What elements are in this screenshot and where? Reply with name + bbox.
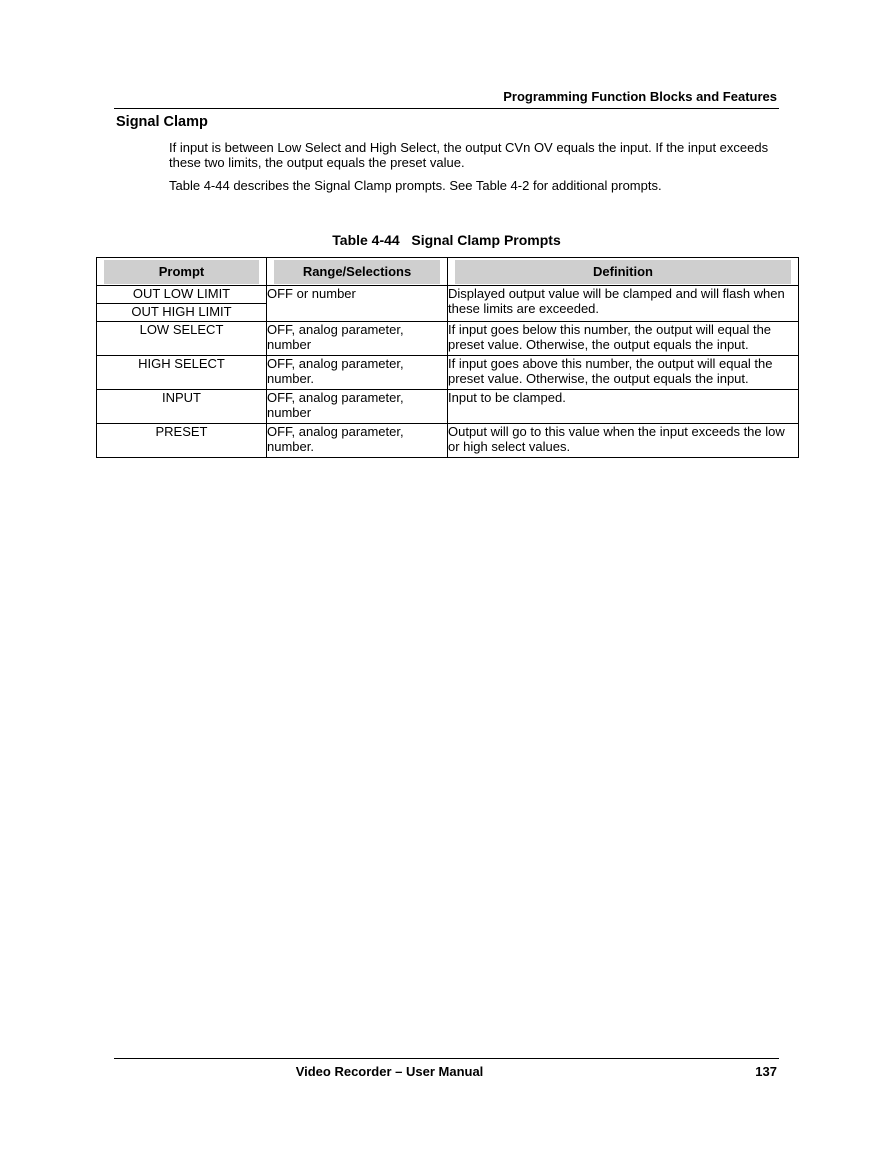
definition-cell: If input goes above this number, the output will equal the preset value. Otherwise, the output equals the input. [448, 356, 799, 390]
table-row [97, 424, 799, 458]
header-definition-label: Definition [455, 260, 791, 284]
table-reference-paragraph: Table 4-44 describes the Signal Clamp prompts. See Table 4-2 for additional prompts. [169, 178, 662, 193]
prompt-cell: OUT HIGH LIMIT [97, 304, 267, 322]
table-row [97, 356, 799, 390]
prompt-cell: LOW SELECT [97, 322, 267, 356]
header-cell-definition [448, 258, 799, 286]
header-cell-range [267, 258, 448, 286]
range-cell: OFF, analog parameter, number [267, 322, 448, 356]
table-row [97, 390, 799, 424]
table-header-row [97, 258, 799, 286]
section-title: Signal Clamp [116, 114, 208, 130]
range-cell: OFF, analog parameter, number [267, 390, 448, 424]
prompt-cell: HIGH SELECT [97, 356, 267, 390]
prompt-cell: INPUT [97, 390, 267, 424]
definition-cell: Displayed output value will be clamped and will flash when these limits are exceeded. [448, 286, 799, 322]
table-row [97, 322, 799, 356]
header-rule [114, 108, 779, 109]
header-cell-prompt [97, 258, 267, 286]
definition-cell: Input to be clamped. [448, 390, 799, 424]
definition-cell: Output will go to this value when the input exceeds the low or high select values. [448, 424, 799, 458]
range-cell: OFF or number [267, 286, 448, 322]
definition-cell: If input goes below this number, the output will equal the preset value. Otherwise, the output equals the input. [448, 322, 799, 356]
range-cell: OFF, analog parameter, number. [267, 356, 448, 390]
header-range-label: Range/Selections [274, 260, 440, 284]
header-prompt-label: Prompt [104, 260, 259, 284]
table-row [97, 286, 799, 304]
running-header: Programming Function Blocks and Features [503, 89, 777, 104]
footer-rule [114, 1058, 779, 1059]
signal-clamp-prompts-table [96, 257, 799, 458]
prompt-cell: PRESET [97, 424, 267, 458]
table-caption: Table 4-44 Signal Clamp Prompts [332, 232, 561, 248]
page-number: 137 [755, 1064, 777, 1079]
footer-title: Video Recorder – User Manual [295, 1064, 484, 1079]
range-cell: OFF, analog parameter, number. [267, 424, 448, 458]
intro-paragraph: If input is between Low Select and High Select, the output CVn OV equals the input. If the input exceeds these two limits, the output equals the preset value. [169, 140, 769, 170]
prompt-cell: OUT LOW LIMIT [97, 286, 267, 304]
